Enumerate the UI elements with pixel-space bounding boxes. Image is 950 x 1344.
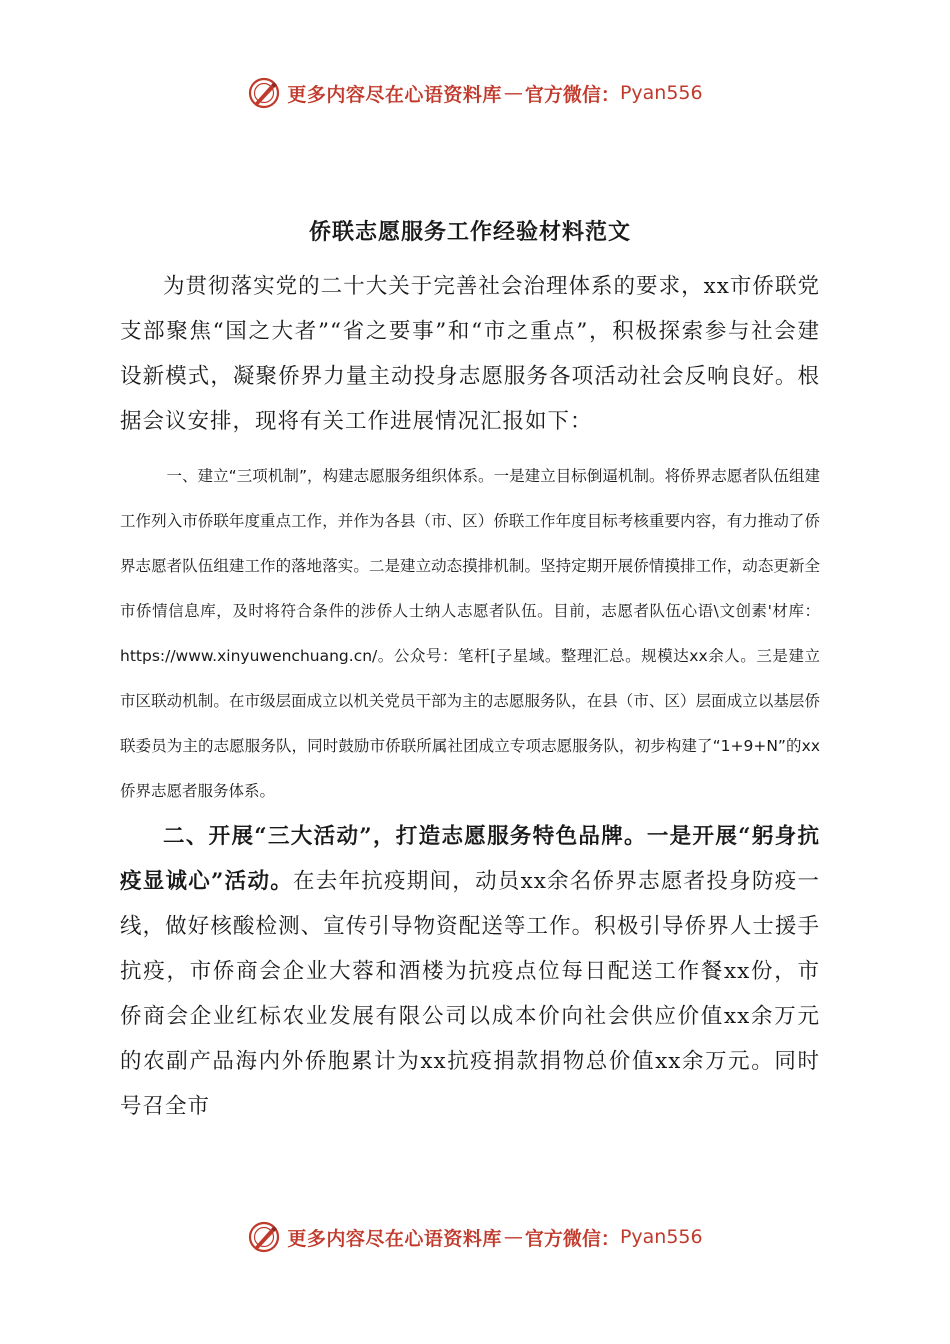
section-two-paragraph — [120, 814, 820, 1129]
section-one-paragraph: 一、建立“三项机制”，构建志愿服务组织体系。一是建立目标倒逼机制。将侨界志愿者队伍组建工作列入市侨联年度重点工作，并作为各县（市、区）侨联工作年度目标考核重要内容，有力推动了侨界志愿者队伍组建工作的落地落实。二是建立动态摸排机制。坚持定期开展侨情摸排工作，动态更新全市侨情信息库，及时将符合条件的涉侨人士纳人志愿者队伍。目前，志愿者队伍心语\文创素'材库：https://www.xinyuwenchuang.cn/。公众号：笔杆[子星域。整理汇总。规模达xx余人。三是建立市区联动机制。在市级层面成立以机关党员干部为主的志愿服务队，在县（市、区）层面成立以基层侨联委员为主的志愿服务队，同时鼓励市侨联所属社团成立专项志愿服务队，初步构建了“1+9+N”的xx侨界志愿者服务体系。 — [120, 467, 820, 800]
banner-wechat-label: 官方微信： — [524, 83, 620, 106]
pen-seal-logo-icon — [247, 76, 281, 110]
section-two-heading: 二、开展“三大活动”，打造志愿服务特色品牌。一是开展“躬身抗疫显诚心”活动。 — [120, 824, 820, 894]
banner-wechat-id: Pyan556 — [619, 1226, 703, 1248]
intro-paragraph: 为贯彻落实党的二十大关于完善社会治理体系的要求，xx市侨联党支部聚焦“国之大者”“省之要事”和“市之重点”，积极探索参与社会建设新模式，凝聚侨界力量主动投身志愿服务各项活动社会反响良好。根据会议安排，现将有关工作进展情况汇报如下： — [120, 274, 820, 434]
pen-seal-logo-icon — [247, 1220, 281, 1254]
banner-text: 更多内容尽在心语资料库 — [287, 1227, 502, 1250]
header-banner — [0, 68, 950, 118]
banner-dash: — — [503, 1226, 523, 1248]
section-two-body: 在去年抗疫期间，动员xx余名侨界志愿者投身防疫一线，做好核酸检测、宣传引导物资配送等工作。积极引导侨界人士援手抗疫，市侨商会企业大蓉和酒楼为抗疫点位每日配送工作餐xx份，市侨商会企业红标农业发展有限公司以成本价向社会供应价值xx余万元的农副产品海内外侨胞累计为xx抗疫捐款捐物总价值xx余万元。同时号召全市 — [120, 869, 820, 1119]
banner-wechat-id: Pyan556 — [619, 82, 703, 104]
banner-text: 更多内容尽在心语资料库 — [287, 83, 502, 106]
banner-wechat-label: 官方微信： — [524, 1227, 620, 1250]
footer-banner — [0, 1212, 950, 1262]
document-body — [120, 215, 820, 1129]
banner-dash: — — [503, 82, 523, 104]
document-title: 侨联志愿服务工作经验材料范文 — [308, 219, 631, 245]
